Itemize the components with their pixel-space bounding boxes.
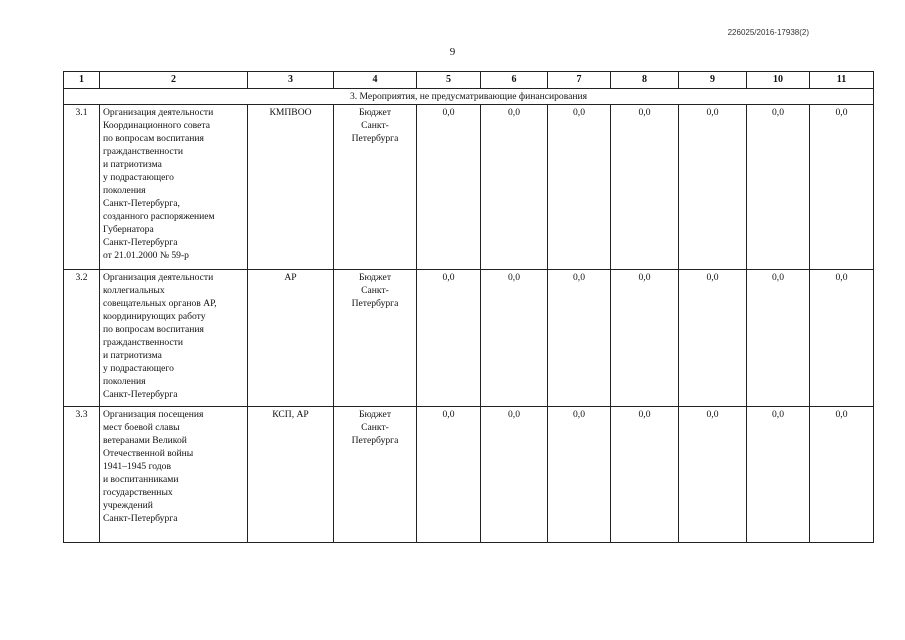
measure-name-line: коллегиальных [103, 285, 165, 296]
measure-name-line: Санкт-Петербурга [103, 237, 178, 248]
measure-name-line: гражданственности [103, 146, 183, 157]
funding-source [334, 270, 417, 407]
funding-value: 0,0 [810, 270, 874, 407]
measure-name-line: 1941–1945 годов [103, 461, 171, 472]
funding-value: 0,0 [810, 105, 874, 270]
measure-name-line: Организация деятельности [103, 107, 214, 118]
section-title: 3. Мероприятия, не предусматривающие финансирования [64, 89, 874, 105]
measure-name-line: у подрастающего [103, 172, 174, 183]
funding-value: 0,0 [679, 270, 747, 407]
column-header: 5 [417, 72, 481, 89]
measure-name-line: ветеранами Великой [103, 435, 187, 446]
measure-name-line: Организация деятельности [103, 272, 214, 283]
column-header: 1 [64, 72, 100, 89]
measure-name-line: гражданственности [103, 337, 183, 348]
table-row [64, 105, 874, 270]
row-number: 3.3 [64, 407, 100, 543]
measure-name [100, 105, 248, 270]
funding-value: 0,0 [417, 407, 481, 543]
column-header: 6 [481, 72, 548, 89]
funding-source [334, 105, 417, 270]
funding-value: 0,0 [481, 270, 548, 407]
measure-name-line: и воспитанниками [103, 474, 179, 485]
column-number-row [64, 72, 874, 89]
measure-name [100, 407, 248, 543]
column-header: 8 [611, 72, 679, 89]
measure-name [100, 270, 248, 407]
funding-value: 0,0 [679, 407, 747, 543]
measure-name-line: созданного распоряжением [103, 211, 215, 222]
executor: КСП, АР [248, 407, 334, 543]
funding-value: 0,0 [548, 105, 611, 270]
row-number: 3.2 [64, 270, 100, 407]
funding-value: 0,0 [548, 407, 611, 543]
funding-value: 0,0 [611, 407, 679, 543]
funding-source-line: Санкт- [361, 422, 389, 433]
measure-name-line: Отечественной войны [103, 448, 194, 459]
measure-name-line: по вопросам воспитания [103, 324, 204, 335]
column-header: 4 [334, 72, 417, 89]
executor: КМПВОО [248, 105, 334, 270]
funding-source [334, 407, 417, 543]
measure-name-line: Санкт-Петербурга [103, 389, 178, 400]
funding-source-line: Санкт- [361, 285, 389, 296]
funding-source-line: Бюджет [358, 409, 392, 420]
funding-value: 0,0 [481, 407, 548, 543]
page-number: 9 [449, 46, 456, 58]
funding-value: 0,0 [810, 407, 874, 543]
funding-value: 0,0 [481, 105, 548, 270]
column-header: 2 [100, 72, 248, 89]
measure-name-line: и патриотизма [103, 350, 162, 361]
column-header: 9 [679, 72, 747, 89]
column-header: 3 [248, 72, 334, 89]
funding-source-line: Петербурга [351, 435, 399, 446]
funding-source-line: Бюджет [358, 107, 392, 118]
document-code: 226025/2016-17938(2) [727, 28, 809, 37]
measure-name-line: Губернатора [103, 224, 154, 235]
measure-name-line: учреждений [103, 500, 153, 511]
column-header: 7 [548, 72, 611, 89]
funding-source-line: Бюджет [358, 272, 392, 283]
funding-value: 0,0 [747, 105, 810, 270]
executor: АР [248, 270, 334, 407]
measure-name-line: совещательных органов АР, [103, 298, 217, 309]
measure-name-line: Санкт-Петербурга, [103, 198, 180, 209]
funding-value: 0,0 [548, 270, 611, 407]
section-row [64, 89, 874, 105]
row-number: 3.1 [64, 105, 100, 270]
measure-name-line: Координационного совета [103, 120, 210, 131]
column-header: 11 [810, 72, 874, 89]
funding-value: 0,0 [679, 105, 747, 270]
measure-name-line: государственных [103, 487, 173, 498]
measure-name-line: поколения [103, 376, 146, 387]
column-header: 10 [747, 72, 810, 89]
measures-table [63, 71, 874, 543]
funding-value: 0,0 [747, 270, 810, 407]
measure-name-line: поколения [103, 185, 146, 196]
measure-name-line: от 21.01.2000 № 59-р [103, 250, 189, 261]
funding-source-line: Петербурга [351, 133, 399, 144]
measure-name-line: координирующих работу [103, 311, 206, 322]
funding-value: 0,0 [611, 270, 679, 407]
measure-name-line: Санкт-Петербурга [103, 513, 178, 524]
funding-source-line: Петербурга [351, 298, 399, 309]
measure-name-line: Организация посещения [103, 409, 204, 420]
funding-value: 0,0 [417, 270, 481, 407]
funding-value: 0,0 [747, 407, 810, 543]
funding-source-line: Санкт- [361, 120, 389, 131]
table-row [64, 270, 874, 407]
measure-name-line: мест боевой славы [103, 422, 180, 433]
funding-value: 0,0 [417, 105, 481, 270]
funding-value: 0,0 [611, 105, 679, 270]
measure-name-line: у подрастающего [103, 363, 174, 374]
table-row [64, 407, 874, 543]
measure-name-line: и патриотизма [103, 159, 162, 170]
measure-name-line: по вопросам воспитания [103, 133, 204, 144]
